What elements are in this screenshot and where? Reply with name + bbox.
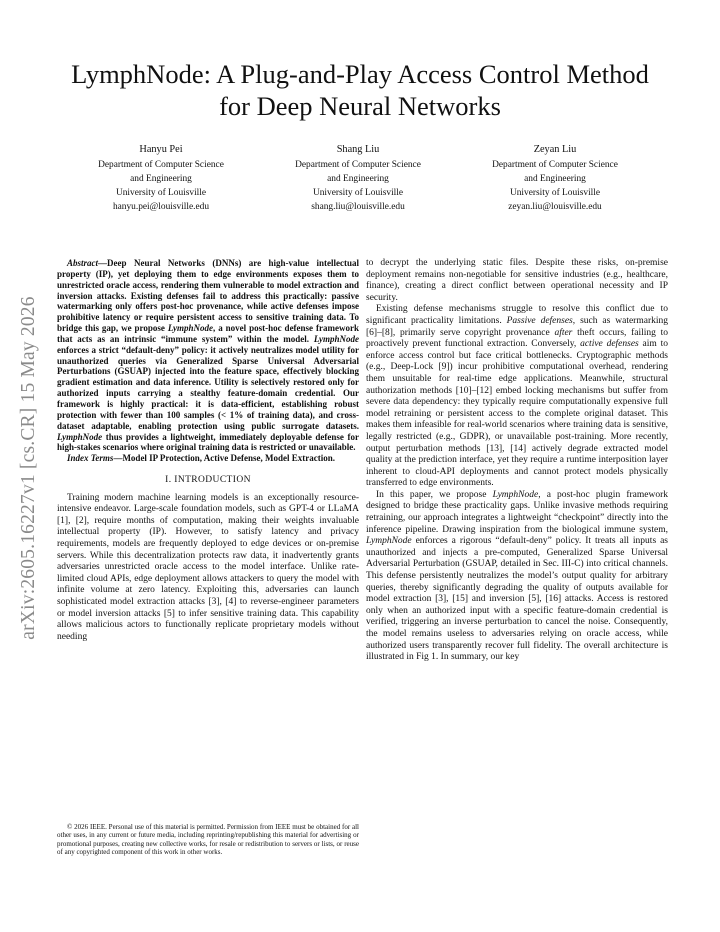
emphasis: Passive defenses <box>506 315 573 326</box>
arxiv-stamp-text: arXiv:2605.16227v1 [cs.CR] 15 May 2026 <box>18 296 39 640</box>
method-name: LymphNode <box>167 323 214 334</box>
author-university: University of Louisville <box>509 188 601 198</box>
body-paragraph: to decrypt the underlying static files. Despite these risks, on-premise deployment remains non-negotiable for sensitive industries (e.g., healthcare, finance), creating a direct conflict between operational necessity and IP security. <box>366 258 668 303</box>
body-paragraph: Training modern machine learning models is an exceptionally resource-intensive endeavor. Large-scale foundation models, such as GPT-4 or LLaMA [1], [2], require months of computation, making their weights invaluable intellectual property (IP). However, to satisfy latency and privacy requirements, models are frequently deployed to edge devices or on-premise servers. While this decentralization protects raw data, it inadvertently grants adversaries unrestricted oracle access to the model interface. Unlike rate-limited cloud APIs, edge deployment allows attackers to query the model with infinite volume at zero latency. Exploiting this, adversaries can launch sophisticated model extraction attacks [3], [4] to reverse-engineer parameters or model inversion attacks [5] to infer sensitive training data. This capability allows malicious actors to functionally replicate proprietary models without needing <box>57 492 359 642</box>
author-department-cont: and Engineering <box>130 174 192 184</box>
copyright-notice <box>57 823 359 856</box>
text-span: In this paper, we propose <box>376 489 493 500</box>
author-block-2 <box>263 143 453 214</box>
author-university: University of Louisville <box>115 188 207 198</box>
paper-title: LymphNode: A Plug-and-Play Access Control Method for Deep Neural Networks <box>71 59 649 121</box>
text-span: , such as watermarking [6]–[8], primarily serve copyright provenance <box>366 315 669 338</box>
arxiv-stamp <box>6 268 52 668</box>
body-paragraph <box>366 304 668 490</box>
index-terms-label: Index Terms <box>67 453 114 464</box>
author-department: Department of Computer Science <box>98 160 224 170</box>
abstract-text: enforces a strict “default-deny” policy: it actively neutralizes model utility for unauthorized queries via Generalized Sparse Universal Adversarial Perturbations (GSUAP) injected into the feature space, effectively blocking gradient estimation and data inference. Utility is selectively restored only for authorized inputs carrying a stealthy feature-domain credential. Our framework is highly practical: it is data-efficient, establishing robust protection with fewer than 100 samples (< 1% of training data), and cross-dataset adaptable, enabling protection using public surrogate datasets. <box>57 344 359 431</box>
abstract-text: , a novel post-hoc defense framework that acts as an intrinsic “immune system” within the model. <box>57 323 359 344</box>
text-span: aim to enforce access control but face critical bottlenecks. Cryptographic methods (e.g., Deep-Lock [9]) incur prohibitive computational overhead, rendering them unsuitable for real-time edge applications. Meanwhile, structural authorization methods [10]–[12] embed locking mechanisms but suffer from severe data dependency: they typically require computationally expensive full model retraining or persistent access to the complete original dataset. This makes them infeasible for real-world scenarios where training data is sensitive, legally restricted (e.g., GDPR), or unavailable post-training. More recently, output perturbation methods [13], [14] actively degrade extracted model quality at the prediction interface, yet they require a runtime interposition layer inherent to cloud-API deployments and cannot protect models physically transferred to edge environments. <box>366 339 668 489</box>
left-column <box>57 258 359 643</box>
abstract-text: thus provides a lightweight, immediately deployable defense for high-stakes scenarios where original training data is restricted or unavailable. <box>57 431 359 453</box>
section-heading: I. INTRODUCTION <box>165 475 251 486</box>
text-span: theft occurs, failing to proactively prevent functional extraction. Conversely, <box>366 327 669 350</box>
method-name: LymphNode <box>492 489 539 500</box>
method-name: LymphNode <box>366 536 412 547</box>
author-department-cont: and Engineering <box>327 174 389 184</box>
author-university: University of Louisville <box>312 188 404 198</box>
author-block-3 <box>460 143 650 214</box>
author-email: zeyan.liu@louisville.edu <box>508 202 602 212</box>
author-block-1 <box>66 143 256 214</box>
author-department: Department of Computer Science <box>295 160 421 170</box>
body-paragraph <box>366 490 668 664</box>
right-column <box>366 258 668 664</box>
emphasis: active defenses <box>580 339 639 350</box>
author-email: hanyu.pei@louisville.edu <box>112 202 210 212</box>
index-terms-text: —Model IP Protection, Active Defense, Model Extraction. <box>113 453 335 464</box>
emphasis: after <box>554 327 573 338</box>
method-name: LymphNode <box>313 333 359 344</box>
author-department: Department of Computer Science <box>492 160 618 170</box>
text-span: , a post-hoc plugin framework designed to bridge these practicality gaps. Unlike invasive methods requiring retraining, our approach integrates a lightweight “checkpoint” directly into the inference pipeline. Drawing inspiration from the biological immune system, <box>366 489 668 535</box>
author-name: Shang Liu <box>336 144 380 155</box>
author-email: shang.liu@louisville.edu <box>311 202 405 212</box>
method-name: LymphNode <box>57 431 103 442</box>
text-span: enforces a rigorous “default-deny” policy. It treats all inputs as unauthorized and injects a pre-computed, Generalized Sparse Universal Adversarial Perturbation (GSUAP, detailed in Sec. III-C) into critical channels. This defense persistently neutralizes the model’s output quality for arbitrary queries, thereby significantly degrading the quality of outputs available for model extraction [3], [15] and inversion [5], [16] attacks. Access is restored only when an authorized input with a specific feature-domain credential is verified, triggering an inverse perturbation to cancel the noise. Consequently, the model remains useless to adversaries relying on oracle access, while authorized users transparently recover full fidelity. The overall architecture is illustrated in Fig 1. In summary, our key <box>366 536 668 663</box>
copyright-text: © 2026 IEEE. Personal use of this material is permitted. Permission from IEEE must be obtained for all other uses, in any current or future media, including reprinting/republishing this material for advertising or promotional purposes, creating new collective works, for resale or redistribution to servers or lists, or reuse of any copyrighted component of this work in other works. <box>57 823 359 856</box>
abstract <box>57 258 359 464</box>
author-department-cont: and Engineering <box>524 174 586 184</box>
author-name: Zeyan Liu <box>533 144 577 155</box>
abstract-label: Abstract <box>67 258 99 268</box>
abstract-text: —Deep Neural Networks (DNNs) are high-value intellectual property (IP), yet deploying them to edge environments exposes them to unrestricted oracle access, rendering them vulnerable to model extraction and inversion attacks. Existing defenses fail to address this practically: passive watermarking only offers post-hoc provenance, while active defenses impose prohibitive latency or require persistent access to sensitive training data. To bridge this gap, we propose <box>57 258 359 334</box>
text-span: Existing defense mechanisms struggle to resolve this conflict due to significant practicality limitations. <box>366 304 668 326</box>
author-name: Hanyu Pei <box>139 144 183 155</box>
